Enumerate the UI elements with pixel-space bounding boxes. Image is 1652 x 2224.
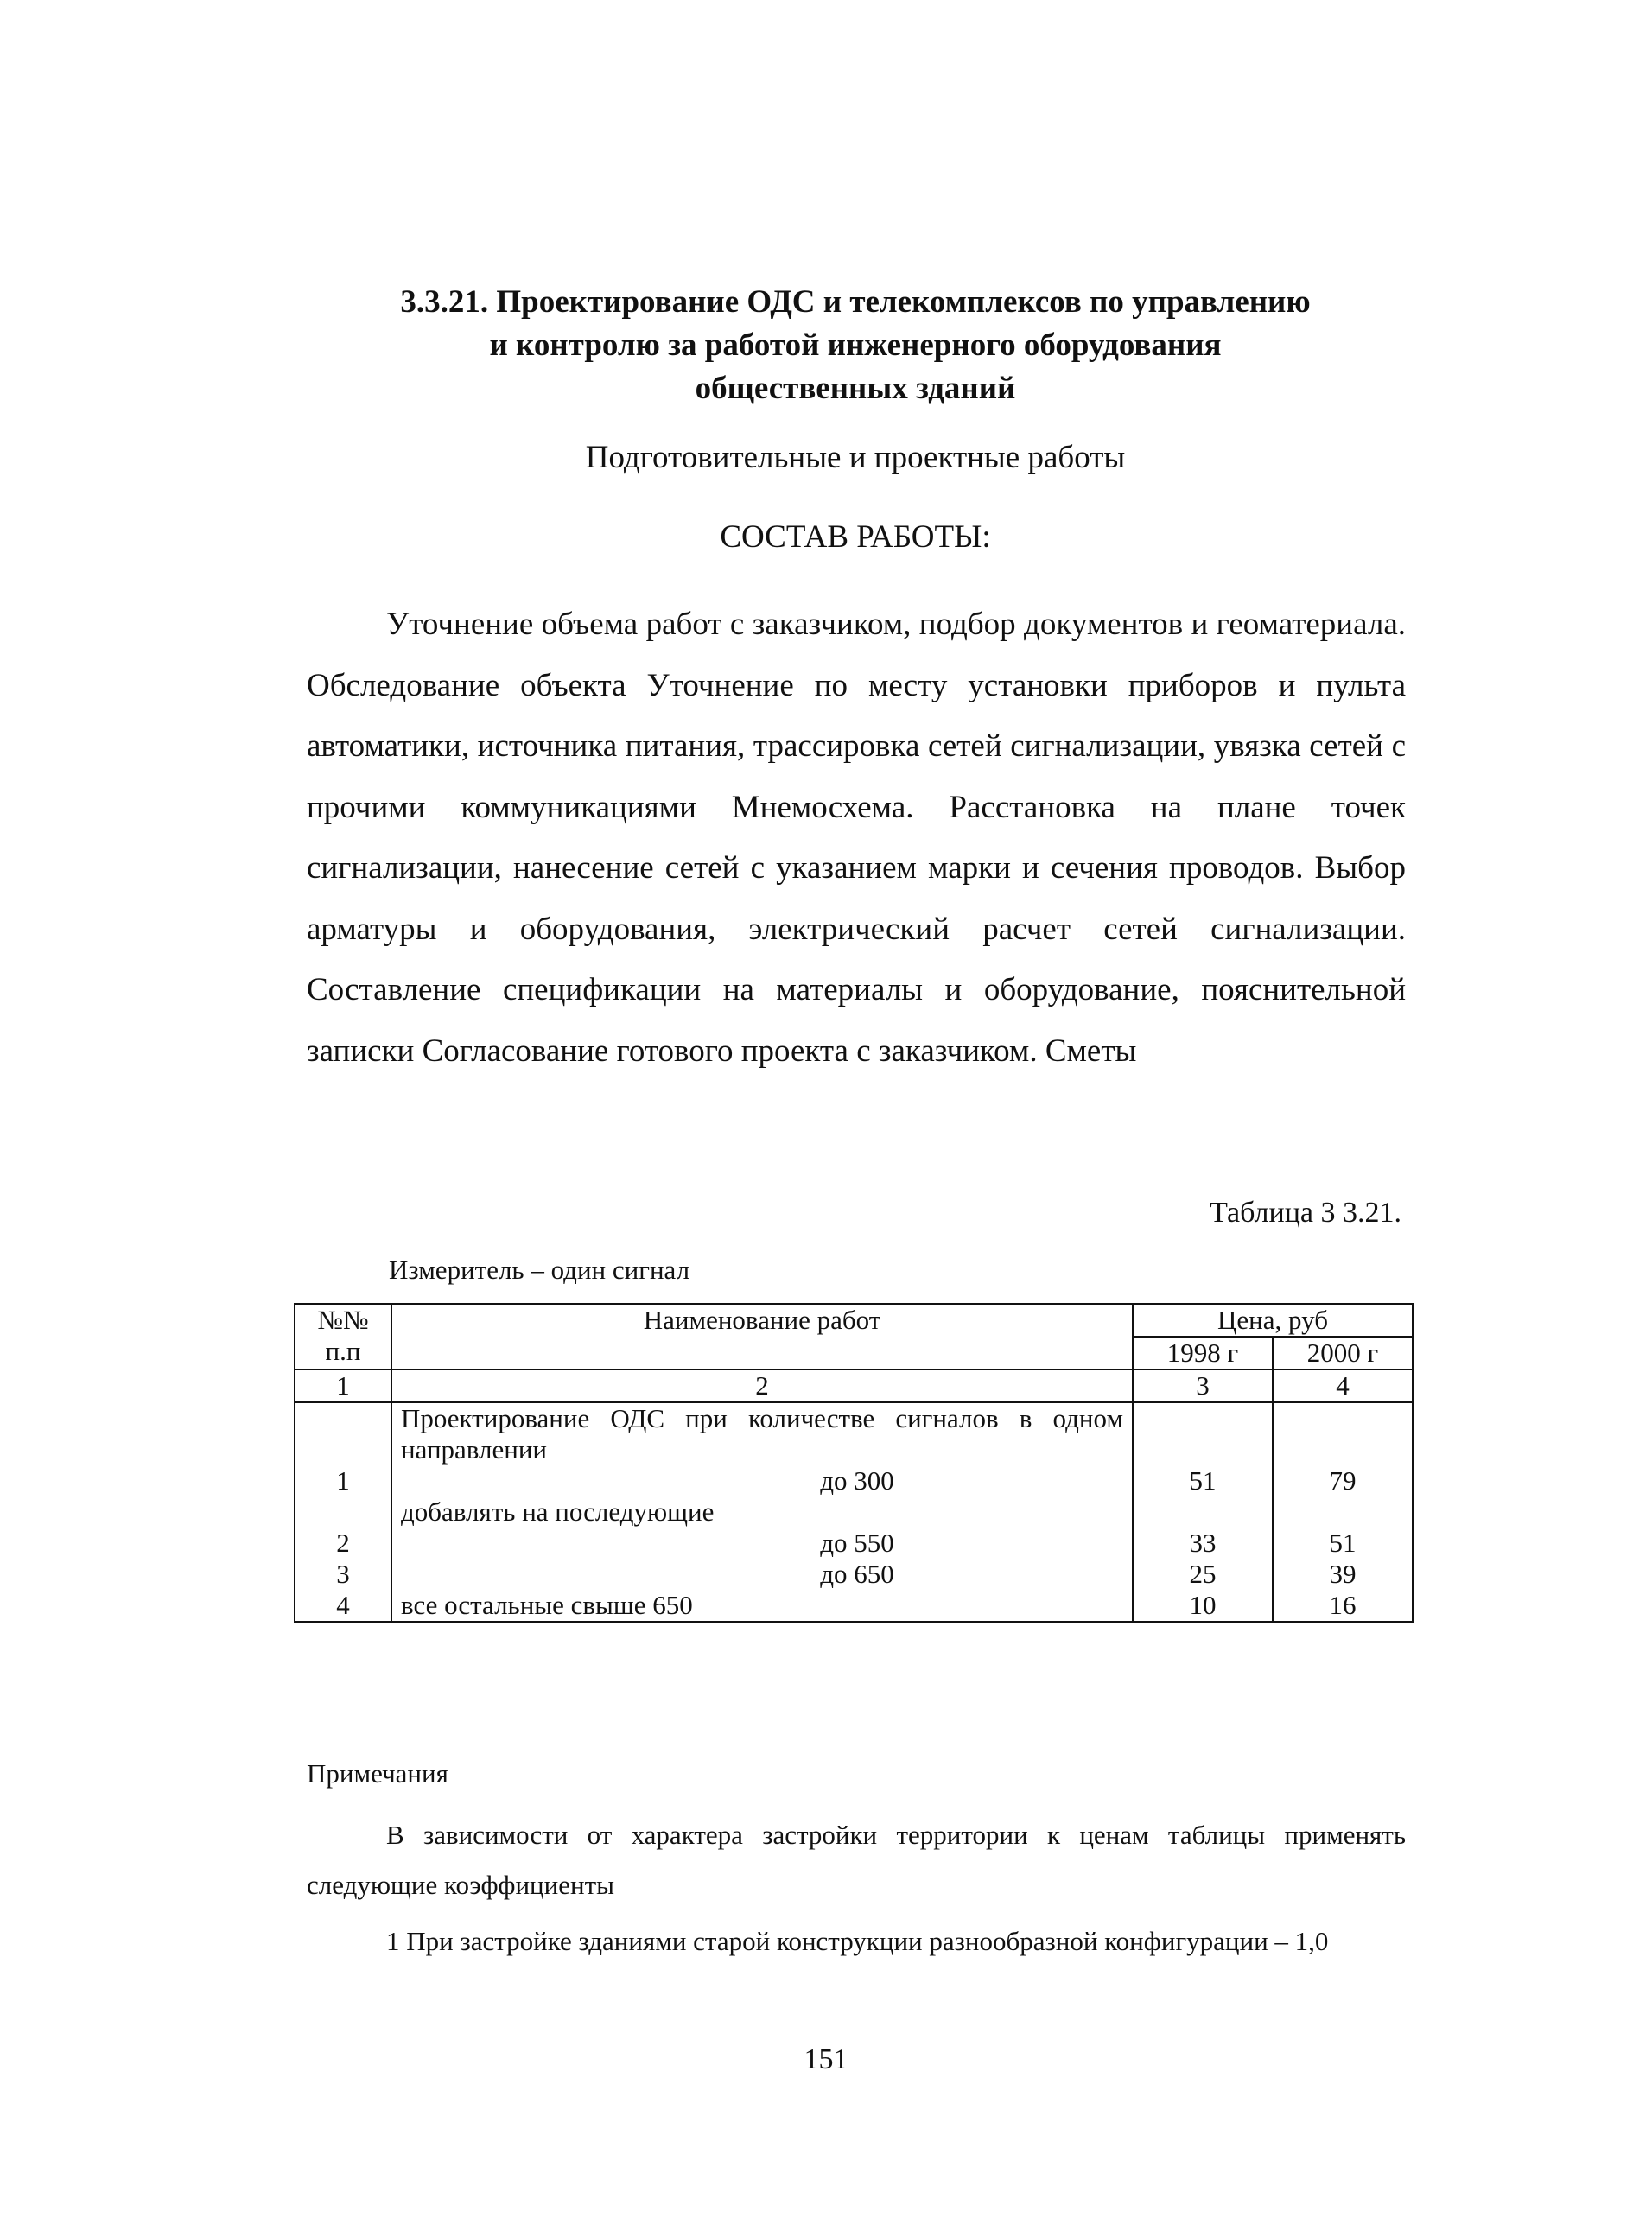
table-row [295, 1590, 1413, 1622]
row-price-2000: 79 [1273, 1465, 1413, 1496]
header-num-line-2: п.п [325, 1336, 361, 1366]
table-row [295, 1559, 1413, 1590]
notes-paragraph: В зависимости от характера застройки территории к ценам таблицы применять следующие коэффициенты [307, 1820, 1406, 1900]
notes-item-1: 1 При застройке зданиями старой конструкции разнообразной конфигурации – 1,0 [386, 1926, 1329, 1956]
heading-line-2: и контролю за работой инженерного оборудования [489, 327, 1222, 363]
header-name: Наименование работ [391, 1304, 1133, 1369]
page-number: 151 [804, 2043, 848, 2075]
row-name: все остальные свыше 650 [391, 1590, 1133, 1622]
notes-title: Примечания [307, 1758, 448, 1789]
row-price-2000 [1273, 1402, 1413, 1465]
row-price-1998: 51 [1133, 1465, 1273, 1496]
heading-line-3: общественных зданий [695, 371, 1016, 406]
subheading: Подготовительные и проектные работы [585, 440, 1126, 475]
row-price-1998 [1133, 1402, 1273, 1465]
row-price-2000 [1273, 1496, 1413, 1528]
unit-label: Измеритель – один сигнал [389, 1255, 690, 1285]
header-price: Цена, руб [1133, 1304, 1413, 1337]
table-header-row [295, 1304, 1413, 1337]
row-num: 1 [295, 1465, 391, 1496]
index-cell: 3 [1133, 1369, 1273, 1402]
body-paragraph: Уточнение объема работ с заказчиком, подбор документов и геоматериала. Обследование объекта Уточнение по месту установки приборов и пульта автоматики, источника питания, трассировка сетей сигнализации, увязка сетей с прочими коммуникациями Мнемосхема. Расстановка на плане точек сигнализации, нанесение сетей с указанием марки и сечения проводов. Выбор арматуры и оборудования, электрический расчет сетей сигнализации. Составление спецификации на материалы и оборудование, пояснительной записки Согласование готового проекта с заказчиком. Сметы [307, 607, 1406, 1069]
row-price-1998 [1133, 1496, 1273, 1528]
row-price-2000: 51 [1273, 1528, 1413, 1559]
row-num: 4 [295, 1590, 391, 1622]
row-num [295, 1402, 391, 1465]
row-name-line: до 550 [820, 1528, 894, 1558]
row-price-1998: 33 [1133, 1528, 1273, 1559]
table-row [295, 1528, 1413, 1559]
table-row [295, 1402, 1413, 1465]
row-price-1998: 25 [1133, 1559, 1273, 1590]
row-name [391, 1402, 1133, 1465]
row-num: 3 [295, 1559, 391, 1590]
index-cell: 2 [391, 1369, 1133, 1402]
header-year-2000: 2000 г [1273, 1337, 1413, 1369]
table-caption: Таблица 3 3.21. [1210, 1197, 1401, 1229]
row-name-line-1: Проектирование ОДС при количестве сигналов в одном [401, 1403, 1123, 1433]
heading-line-1: 3.3.21. Проектирование ОДС и телекомплексов по управлению [400, 284, 1311, 320]
row-name: добавлять на последующие [391, 1496, 1133, 1528]
row-name-line: до 300 [820, 1465, 894, 1496]
price-table [294, 1303, 1414, 1623]
table-index-row [295, 1369, 1413, 1402]
section-heading [311, 281, 1400, 410]
row-price-2000: 39 [1273, 1559, 1413, 1590]
row-price-2000: 16 [1273, 1590, 1413, 1622]
header-num-line-1: №№ [317, 1305, 369, 1335]
row-num: 2 [295, 1528, 391, 1559]
header-num [295, 1304, 391, 1369]
row-name-line: до 650 [820, 1559, 894, 1589]
row-name [391, 1528, 1133, 1559]
row-name [391, 1465, 1133, 1496]
row-price-1998: 10 [1133, 1590, 1273, 1622]
row-name-line-2: направлении [401, 1434, 548, 1465]
section-title: СОСТАВ РАБОТЫ: [720, 519, 991, 555]
header-year-1998: 1998 г [1133, 1337, 1273, 1369]
row-name [391, 1559, 1133, 1590]
table-row [295, 1465, 1413, 1496]
index-cell: 1 [295, 1369, 391, 1402]
row-num [295, 1496, 391, 1528]
table-row [295, 1496, 1413, 1528]
index-cell: 4 [1273, 1369, 1413, 1402]
